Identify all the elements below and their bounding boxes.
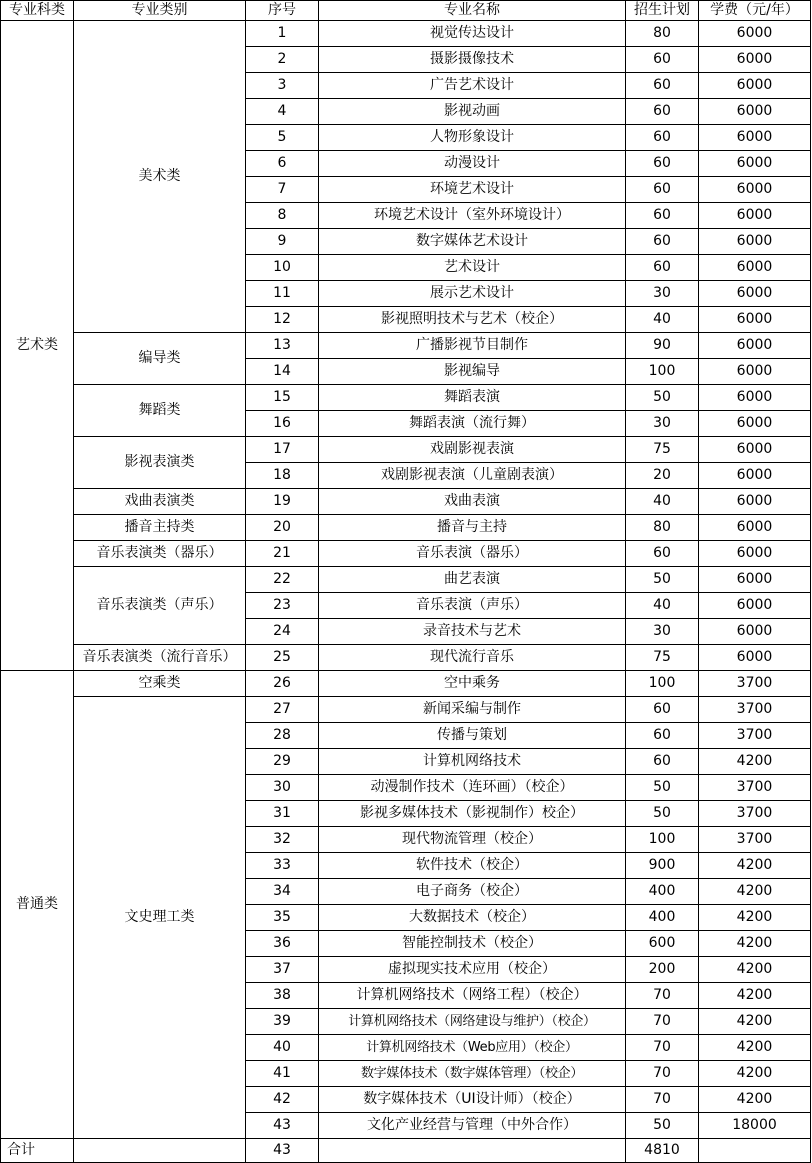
total-category	[74, 1139, 246, 1163]
major-cell: 传播与策划	[319, 723, 626, 749]
number-cell: 8	[246, 203, 319, 229]
table-row	[1, 437, 811, 463]
major-cell: 环境艺术设计	[319, 177, 626, 203]
number-cell: 18	[246, 463, 319, 489]
major-cell: 舞蹈表演（流行舞）	[319, 411, 626, 437]
plan-cell: 60	[626, 697, 699, 723]
number-cell: 20	[246, 515, 319, 541]
category-cell: 影视表演类	[74, 437, 246, 489]
number-cell: 10	[246, 255, 319, 281]
total-row	[1, 1139, 811, 1163]
plan-cell: 75	[626, 645, 699, 671]
number-cell: 23	[246, 593, 319, 619]
plan-cell: 50	[626, 801, 699, 827]
major-cell: 艺术设计	[319, 255, 626, 281]
fee-cell: 6000	[699, 515, 811, 541]
major-cell: 播音与主持	[319, 515, 626, 541]
fee-cell: 6000	[699, 99, 811, 125]
major-cell: 广告艺术设计	[319, 73, 626, 99]
major-cell: 动漫设计	[319, 151, 626, 177]
fee-cell: 3700	[699, 827, 811, 853]
number-cell: 34	[246, 879, 319, 905]
fee-cell: 6000	[699, 177, 811, 203]
category-cell: 舞蹈类	[74, 385, 246, 437]
major-cell: 环境艺术设计（室外环境设计）	[319, 203, 626, 229]
fee-cell: 4200	[699, 749, 811, 775]
fee-cell: 4200	[699, 1009, 811, 1035]
major-cell: 大数据技术（校企）	[319, 905, 626, 931]
header-major: 专业名称	[319, 1, 626, 21]
category-cell: 文史理工类	[74, 697, 246, 1139]
plan-cell: 60	[626, 541, 699, 567]
number-cell: 12	[246, 307, 319, 333]
major-cell: 计算机网络技术	[319, 749, 626, 775]
major-cell: 现代物流管理（校企）	[319, 827, 626, 853]
fee-cell: 6000	[699, 463, 811, 489]
plan-cell: 70	[626, 1061, 699, 1087]
plan-cell: 60	[626, 151, 699, 177]
fee-cell: 6000	[699, 645, 811, 671]
plan-cell: 60	[626, 47, 699, 73]
number-cell: 33	[246, 853, 319, 879]
plan-cell: 400	[626, 905, 699, 931]
number-cell: 1	[246, 21, 319, 47]
major-cell: 人物形象设计	[319, 125, 626, 151]
major-cell: 动漫制作技术（连环画）（校企）	[319, 775, 626, 801]
fee-cell: 6000	[699, 255, 811, 281]
major-cell: 戏剧影视表演	[319, 437, 626, 463]
table-row	[1, 385, 811, 411]
fee-cell: 4200	[699, 931, 811, 957]
table-row	[1, 333, 811, 359]
fee-cell: 6000	[699, 229, 811, 255]
header-row	[1, 1, 811, 21]
fee-cell: 4200	[699, 957, 811, 983]
plan-cell: 75	[626, 437, 699, 463]
number-cell: 35	[246, 905, 319, 931]
major-cell: 摄影摄像技术	[319, 47, 626, 73]
plan-cell: 40	[626, 593, 699, 619]
plan-cell: 90	[626, 333, 699, 359]
fee-cell: 4200	[699, 853, 811, 879]
number-cell: 16	[246, 411, 319, 437]
major-cell: 软件技术（校企）	[319, 853, 626, 879]
plan-cell: 40	[626, 307, 699, 333]
table-row	[1, 21, 811, 47]
major-cell: 广播影视节目制作	[319, 333, 626, 359]
plan-cell: 100	[626, 671, 699, 697]
number-cell: 19	[246, 489, 319, 515]
number-cell: 4	[246, 99, 319, 125]
plan-cell: 60	[626, 125, 699, 151]
header-plan: 招生计划	[626, 1, 699, 21]
major-cell: 录音技术与艺术	[319, 619, 626, 645]
table-row	[1, 671, 811, 697]
major-cell: 视觉传达设计	[319, 21, 626, 47]
category-cell: 美术类	[74, 21, 246, 333]
fee-cell: 6000	[699, 489, 811, 515]
major-cell: 展示艺术设计	[319, 281, 626, 307]
fee-cell: 4200	[699, 905, 811, 931]
fee-cell: 6000	[699, 411, 811, 437]
fee-cell: 6000	[699, 437, 811, 463]
major-cell: 空中乘务	[319, 671, 626, 697]
category-cell: 音乐表演类（器乐）	[74, 541, 246, 567]
fee-cell: 3700	[699, 775, 811, 801]
fee-cell: 6000	[699, 125, 811, 151]
total-fee	[699, 1139, 811, 1163]
fee-cell: 6000	[699, 307, 811, 333]
plan-cell: 30	[626, 411, 699, 437]
plan-cell: 60	[626, 177, 699, 203]
plan-cell: 900	[626, 853, 699, 879]
major-cell: 新闻采编与制作	[319, 697, 626, 723]
category-cell: 编导类	[74, 333, 246, 385]
header-subject: 专业科类	[1, 1, 74, 21]
fee-cell: 4200	[699, 1035, 811, 1061]
plan-cell: 50	[626, 567, 699, 593]
number-cell: 25	[246, 645, 319, 671]
number-cell: 28	[246, 723, 319, 749]
major-cell: 影视编导	[319, 359, 626, 385]
major-cell: 戏曲表演	[319, 489, 626, 515]
plan-cell: 60	[626, 73, 699, 99]
total-label: 合计	[1, 1139, 74, 1163]
table-row	[1, 489, 811, 515]
plan-cell: 60	[626, 99, 699, 125]
category-cell: 音乐表演类（声乐）	[74, 567, 246, 645]
plan-cell: 70	[626, 1087, 699, 1113]
number-cell: 27	[246, 697, 319, 723]
fee-cell: 6000	[699, 73, 811, 99]
number-cell: 30	[246, 775, 319, 801]
number-cell: 13	[246, 333, 319, 359]
plan-cell: 70	[626, 1035, 699, 1061]
fee-cell: 18000	[699, 1113, 811, 1139]
fee-cell: 6000	[699, 151, 811, 177]
major-cell: 影视多媒体技术（影视制作）校企）	[319, 801, 626, 827]
major-cell: 影视动画	[319, 99, 626, 125]
major-cell: 电子商务（校企）	[319, 879, 626, 905]
fee-cell: 6000	[699, 333, 811, 359]
number-cell: 17	[246, 437, 319, 463]
number-cell: 24	[246, 619, 319, 645]
plan-cell: 80	[626, 515, 699, 541]
fee-cell: 6000	[699, 541, 811, 567]
fee-cell: 4200	[699, 879, 811, 905]
number-cell: 41	[246, 1061, 319, 1087]
major-cell: 音乐表演（器乐）	[319, 541, 626, 567]
fee-cell: 6000	[699, 281, 811, 307]
plan-cell: 600	[626, 931, 699, 957]
number-cell: 26	[246, 671, 319, 697]
subject-cell: 艺术类	[1, 21, 74, 671]
number-cell: 2	[246, 47, 319, 73]
number-cell: 36	[246, 931, 319, 957]
plan-cell: 60	[626, 255, 699, 281]
major-cell: 戏剧影视表演（儿童剧表演）	[319, 463, 626, 489]
category-cell: 戏曲表演类	[74, 489, 246, 515]
plan-cell: 400	[626, 879, 699, 905]
table-row	[1, 567, 811, 593]
number-cell: 31	[246, 801, 319, 827]
plan-cell: 60	[626, 749, 699, 775]
table-row	[1, 697, 811, 723]
number-cell: 40	[246, 1035, 319, 1061]
major-cell: 曲艺表演	[319, 567, 626, 593]
plan-cell: 20	[626, 463, 699, 489]
plan-cell: 50	[626, 385, 699, 411]
fee-cell: 6000	[699, 593, 811, 619]
plan-cell: 70	[626, 1009, 699, 1035]
fee-cell: 4200	[699, 1061, 811, 1087]
major-cell: 影视照明技术与艺术（校企）	[319, 307, 626, 333]
fee-cell: 3700	[699, 723, 811, 749]
header-category: 专业类别	[74, 1, 246, 21]
plan-cell: 40	[626, 489, 699, 515]
fee-cell: 3700	[699, 671, 811, 697]
plan-cell: 50	[626, 775, 699, 801]
header-fee: 学费（元/年）	[699, 1, 811, 21]
plan-cell: 30	[626, 281, 699, 307]
subject-cell: 普通类	[1, 671, 74, 1139]
plan-cell: 30	[626, 619, 699, 645]
major-cell: 音乐表演（声乐）	[319, 593, 626, 619]
major-cell: 数字媒体艺术设计	[319, 229, 626, 255]
major-cell: 计算机网络技术（网络建设与维护）（校企）	[319, 1009, 626, 1035]
fee-cell: 6000	[699, 385, 811, 411]
number-cell: 7	[246, 177, 319, 203]
plan-cell: 50	[626, 1113, 699, 1139]
fee-cell: 3700	[699, 801, 811, 827]
number-cell: 9	[246, 229, 319, 255]
fee-cell: 4200	[699, 1087, 811, 1113]
header-number: 序号	[246, 1, 319, 21]
fee-cell: 3700	[699, 697, 811, 723]
table-row	[1, 541, 811, 567]
major-cell: 数字媒体技术（UI设计师）（校企）	[319, 1087, 626, 1113]
number-cell: 3	[246, 73, 319, 99]
major-cell: 舞蹈表演	[319, 385, 626, 411]
plan-cell: 100	[626, 359, 699, 385]
number-cell: 39	[246, 1009, 319, 1035]
plan-cell: 70	[626, 983, 699, 1009]
fee-cell: 6000	[699, 21, 811, 47]
plan-cell: 80	[626, 21, 699, 47]
plan-cell: 200	[626, 957, 699, 983]
major-cell: 计算机网络技术（Web应用）（校企）	[319, 1035, 626, 1061]
category-cell: 音乐表演类（流行音乐）	[74, 645, 246, 671]
number-cell: 32	[246, 827, 319, 853]
major-cell: 计算机网络技术（网络工程）（校企）	[319, 983, 626, 1009]
number-cell: 15	[246, 385, 319, 411]
major-cell: 数字媒体技术（数字媒体管理）（校企）	[319, 1061, 626, 1087]
number-cell: 22	[246, 567, 319, 593]
fee-cell: 6000	[699, 567, 811, 593]
plan-cell: 60	[626, 723, 699, 749]
number-cell: 11	[246, 281, 319, 307]
major-cell: 文化产业经营与管理（中外合作）	[319, 1113, 626, 1139]
fee-cell: 6000	[699, 619, 811, 645]
table-row	[1, 645, 811, 671]
total-count: 43	[246, 1139, 319, 1163]
category-cell: 空乘类	[74, 671, 246, 697]
fee-cell: 6000	[699, 47, 811, 73]
plan-cell: 60	[626, 203, 699, 229]
number-cell: 21	[246, 541, 319, 567]
number-cell: 5	[246, 125, 319, 151]
plan-cell: 100	[626, 827, 699, 853]
major-cell: 智能控制技术（校企）	[319, 931, 626, 957]
plan-cell: 60	[626, 229, 699, 255]
number-cell: 37	[246, 957, 319, 983]
total-major	[319, 1139, 626, 1163]
number-cell: 38	[246, 983, 319, 1009]
category-cell: 播音主持类	[74, 515, 246, 541]
number-cell: 6	[246, 151, 319, 177]
number-cell: 29	[246, 749, 319, 775]
fee-cell: 6000	[699, 203, 811, 229]
table-row	[1, 515, 811, 541]
number-cell: 14	[246, 359, 319, 385]
fee-cell: 4200	[699, 983, 811, 1009]
major-cell: 虚拟现实技术应用（校企）	[319, 957, 626, 983]
number-cell: 43	[246, 1113, 319, 1139]
major-cell: 现代流行音乐	[319, 645, 626, 671]
fee-cell: 6000	[699, 359, 811, 385]
total-plan: 4810	[626, 1139, 699, 1163]
number-cell: 42	[246, 1087, 319, 1113]
